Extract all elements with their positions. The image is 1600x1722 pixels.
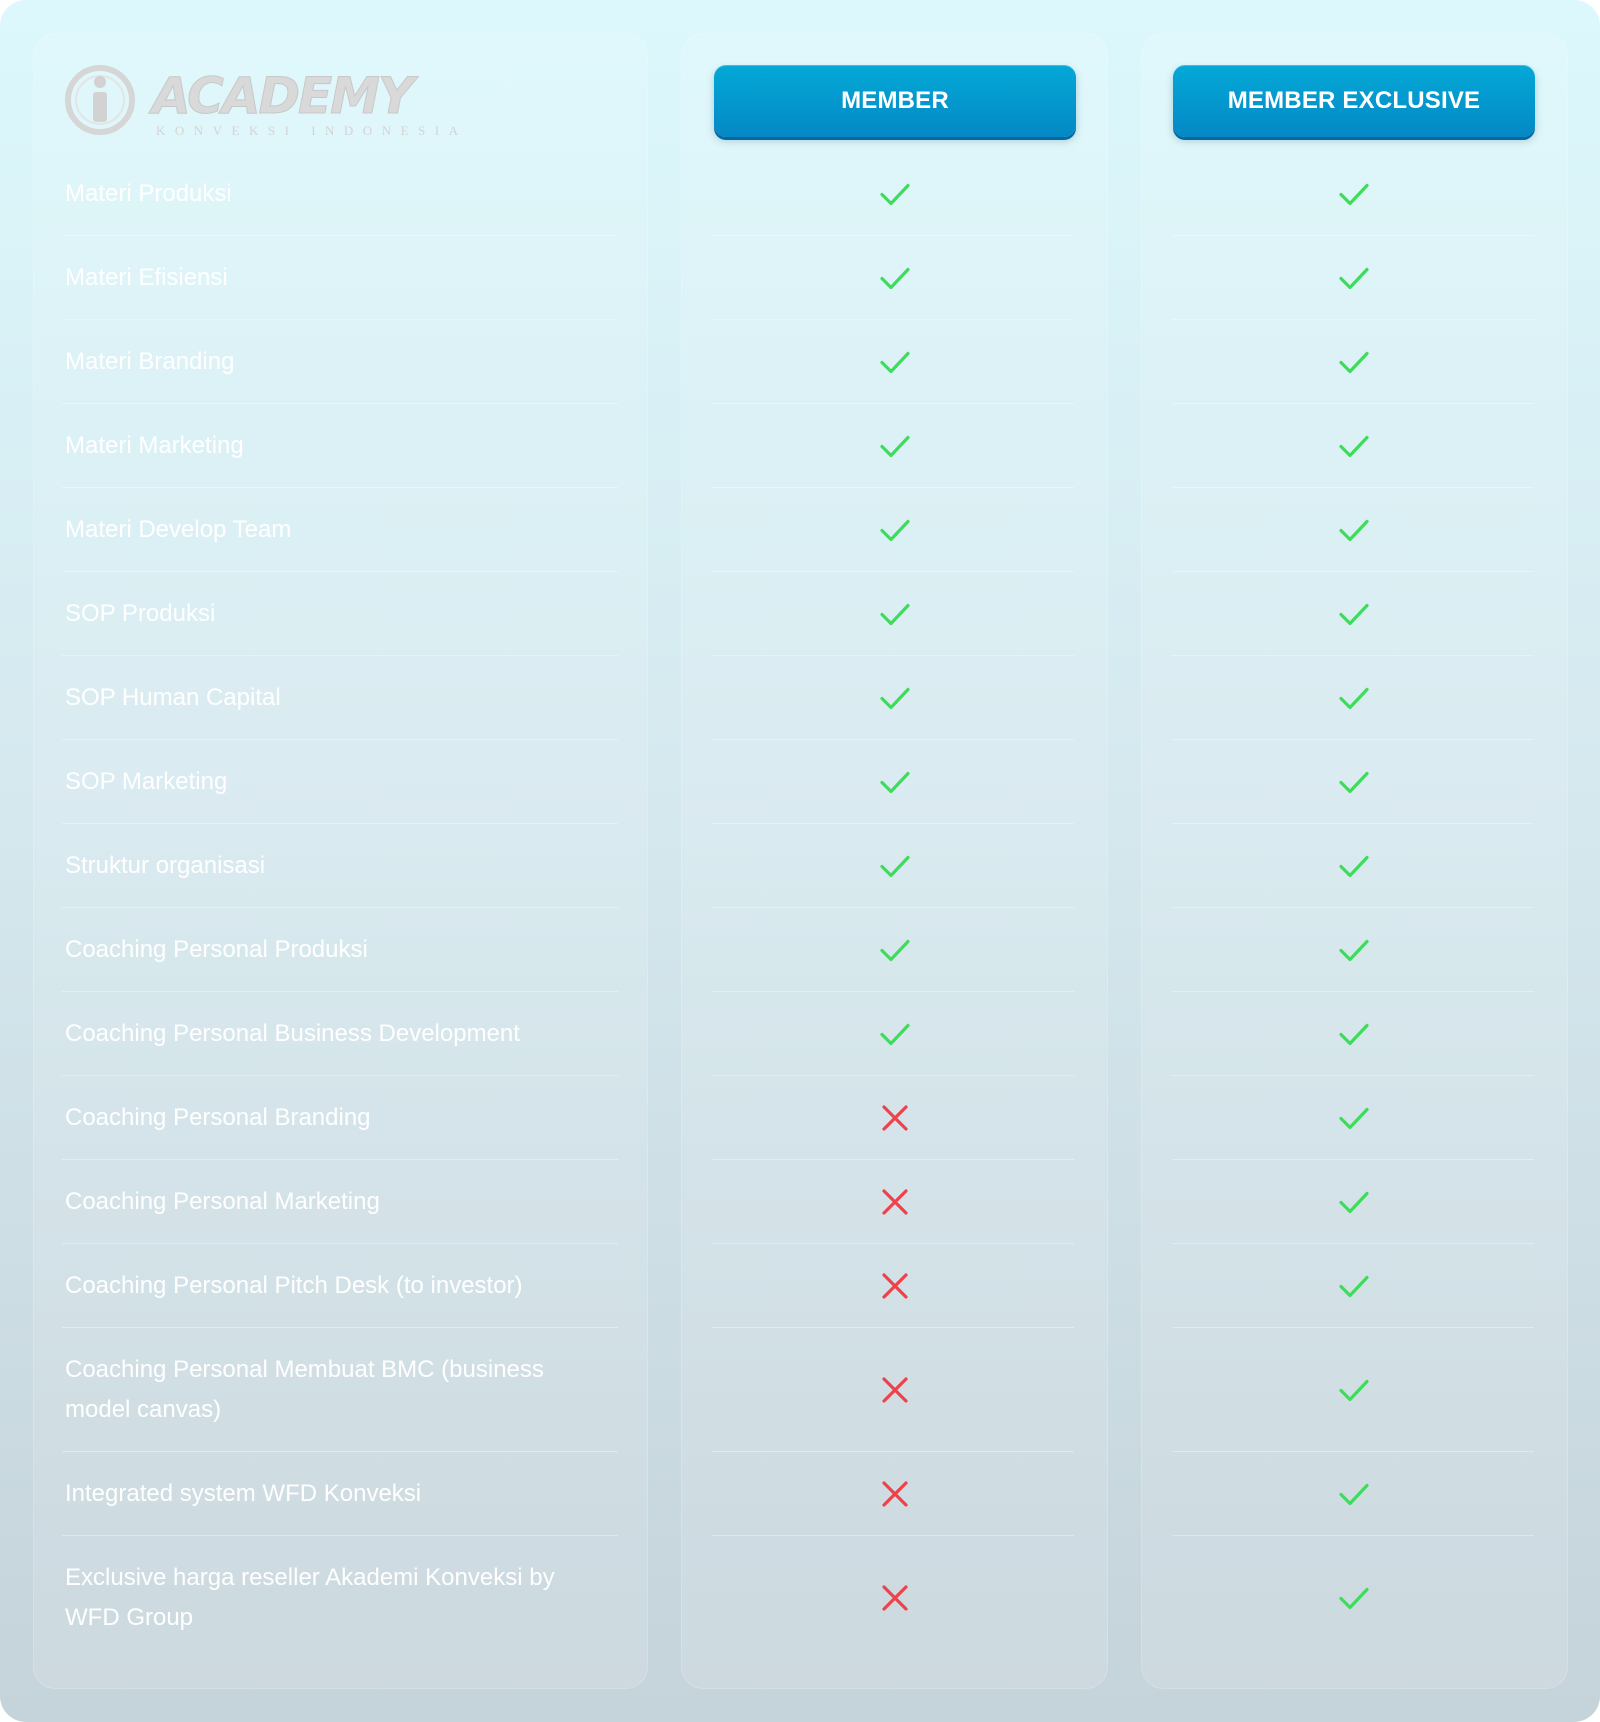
exclusive-check-icon xyxy=(1337,261,1371,295)
feature-label-text: Materi Marketing xyxy=(65,432,244,459)
feature-label xyxy=(65,740,605,824)
exclusive-check-icon xyxy=(1337,1269,1371,1303)
feature-label-text: Materi Produksi xyxy=(65,180,232,207)
logo-subtitle: KONVEKSI INDONESIA xyxy=(156,123,468,138)
feature-label-text: Coaching Personal Membuat BMC (business model canvas) xyxy=(65,1356,544,1423)
exclusive-check-icon xyxy=(1337,681,1371,715)
member-check-icon xyxy=(878,261,912,295)
table-row xyxy=(0,656,1600,740)
exclusive-check-icon xyxy=(1337,933,1371,967)
table-row xyxy=(0,488,1600,572)
table-row xyxy=(0,1452,1600,1536)
exclusive-check-icon xyxy=(1337,1185,1371,1219)
feature-label-text: Coaching Personal Business Development xyxy=(65,1020,520,1047)
table-row xyxy=(0,1328,1600,1452)
feature-label-text: Coaching Personal Marketing xyxy=(65,1188,380,1215)
feature-label xyxy=(65,1244,605,1328)
table-row xyxy=(0,908,1600,992)
member-check-icon xyxy=(878,1017,912,1051)
feature-label-text: Integrated system WFD Konveksi xyxy=(65,1480,422,1507)
member-check-icon xyxy=(878,681,912,715)
member-check-icon xyxy=(878,849,912,883)
feature-label-text: Coaching Personal Pitch Desk (to investor) xyxy=(65,1272,523,1299)
exclusive-check-icon xyxy=(1337,177,1371,211)
table-row xyxy=(0,1244,1600,1328)
feature-label xyxy=(65,488,605,572)
feature-label xyxy=(65,1160,605,1244)
member-check-icon xyxy=(878,177,912,211)
feature-label xyxy=(65,320,605,404)
exclusive-check-icon xyxy=(1337,1373,1371,1407)
table-row xyxy=(0,1076,1600,1160)
feature-label-text: SOP Human Capital xyxy=(65,684,281,711)
exclusive-check-icon xyxy=(1337,429,1371,463)
exclusive-check-icon xyxy=(1337,597,1371,631)
feature-label-text: Materi Branding xyxy=(65,348,235,375)
exclusive-check-icon xyxy=(1337,513,1371,547)
feature-label-text: Coaching Personal Branding xyxy=(65,1104,371,1131)
feature-label xyxy=(65,236,605,320)
table-row xyxy=(0,740,1600,824)
feature-label xyxy=(65,908,605,992)
exclusive-check-icon xyxy=(1337,765,1371,799)
feature-label-text: SOP Produksi xyxy=(65,600,216,627)
exclusive-check-icon xyxy=(1337,1477,1371,1511)
member-cross-icon xyxy=(878,1477,912,1511)
member-check-icon xyxy=(878,345,912,379)
feature-label xyxy=(65,1076,605,1160)
member-cross-icon xyxy=(878,1185,912,1219)
feature-label xyxy=(65,404,605,488)
feature-label xyxy=(65,1536,605,1660)
exclusive-check-icon xyxy=(1337,345,1371,379)
feature-label-text: Struktur organisasi xyxy=(65,852,266,879)
member-cross-icon xyxy=(878,1101,912,1135)
feature-label-text: SOP Marketing xyxy=(65,768,228,795)
table-row xyxy=(0,992,1600,1076)
member-cross-icon xyxy=(878,1373,912,1407)
member-exclusive-plan-button[interactable]: MEMBER EXCLUSIVE xyxy=(1173,65,1535,137)
exclusive-check-icon xyxy=(1337,849,1371,883)
exclusive-check-icon xyxy=(1337,1017,1371,1051)
member-cross-icon xyxy=(878,1581,912,1615)
table-row xyxy=(0,236,1600,320)
table-row xyxy=(0,572,1600,656)
table-row xyxy=(0,824,1600,908)
exclusive-check-icon xyxy=(1337,1581,1371,1615)
feature-label xyxy=(65,992,605,1076)
member-plan-button[interactable]: MEMBER xyxy=(714,65,1076,137)
feature-label-text: Materi Efisiensi xyxy=(65,264,228,291)
feature-label xyxy=(65,1328,605,1452)
feature-label xyxy=(65,824,605,908)
member-check-icon xyxy=(878,429,912,463)
member-check-icon xyxy=(878,933,912,967)
feature-label xyxy=(65,1452,605,1536)
table-row xyxy=(0,1160,1600,1244)
member-check-icon xyxy=(878,765,912,799)
table-row xyxy=(0,404,1600,488)
logo-wordmark: ACADEMY xyxy=(152,67,413,125)
exclusive-check-icon xyxy=(1337,1101,1371,1135)
table-row xyxy=(0,320,1600,404)
member-check-icon xyxy=(878,513,912,547)
feature-label xyxy=(65,572,605,656)
member-check-icon xyxy=(878,597,912,631)
feature-label-text: Coaching Personal Produksi xyxy=(65,936,368,963)
feature-label-text: Exclusive harga reseller Akademi Konveksi by WFD Group xyxy=(65,1564,555,1631)
member-cross-icon xyxy=(878,1269,912,1303)
feature-label-text: Materi Develop Team xyxy=(65,516,292,543)
table-row xyxy=(0,1536,1600,1660)
feature-label xyxy=(65,656,605,740)
table-row xyxy=(0,152,1600,236)
feature-label xyxy=(65,152,605,236)
